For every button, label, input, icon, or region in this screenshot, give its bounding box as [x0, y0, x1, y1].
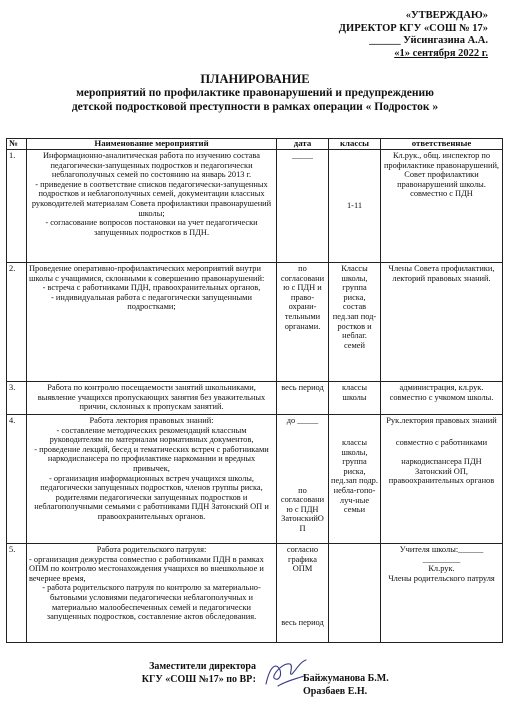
approval-block [278, 10, 488, 60]
responsible-cell [381, 415, 503, 544]
row-number: 3. [7, 382, 27, 415]
event-text: - согласование вопросов постановки на учет педагогически запущенных подростков в ПДН. [45, 218, 258, 237]
classes-cell [329, 415, 381, 544]
event-text: - организация информационных встреч учащихся школы, педагогически запущенных подростков, членов группы риска, родителями педагогически запущенных подростков и неблагополучными семьями с работниками ПДН Затонский ОП и правоохранительных органов. [34, 473, 269, 521]
event-text: Проведение оперативно-профилактических мероприятий внутри школы с учащимися, склонными к совершению правонарушений: [29, 264, 265, 283]
event-text: - организация дежурства совместно с работниками ПДН в рамках ОПМ по контролю местонахождения учащихся во внешкольное и вечернее время, [29, 554, 264, 583]
table-row [7, 415, 503, 544]
row-number: 1. [7, 150, 27, 263]
date-deadline: до _____ [286, 416, 319, 425]
plan-table [6, 138, 503, 643]
classes-text: 1-11 [346, 201, 363, 211]
classes-cell: классы школы [329, 382, 381, 415]
date-cell: по согласовани ю с ПДН и право-охрани-тельными органами. [277, 263, 329, 382]
responsible-text: Учителя школы:______ [399, 545, 484, 554]
event-text: Работа родительского патруля: [96, 545, 207, 554]
date-text: по согласовани ю с ПДН ЗатонскийО П [280, 485, 325, 533]
row-number: 2. [7, 263, 27, 382]
title-main: ПЛАНИРОВАНИЕ [200, 72, 310, 86]
signatory-role-2: КГУ «СОШ №17» по ВР: [141, 673, 256, 685]
table-row [7, 382, 503, 415]
approval-director: ДИРЕКТОР КГУ «СОШ № 17» [338, 22, 488, 34]
responsible-text: наркодиспансера ПДН Затонский ОП, правоохранительных органов [388, 457, 495, 486]
table-row [7, 150, 503, 263]
cell-spacer [383, 447, 500, 457]
responsible-text: Кл.рук. [428, 564, 455, 574]
responsible-text: Члены родительского патруля [388, 573, 495, 583]
table-header-row [7, 139, 503, 150]
header-event: Наименование мероприятий [27, 139, 277, 150]
event-cell [27, 263, 277, 382]
date-period: весь период [281, 617, 324, 627]
signatory-name-1: Байжуманова Б.М. [303, 673, 389, 684]
table-row [7, 263, 503, 382]
responsible-text: совместно с работниками [395, 437, 488, 447]
header-number: № [7, 139, 27, 150]
cell-spacer [279, 574, 326, 618]
event-text: - приведение в соответствие списков педагогически-запущенных подростков и неблагополучных семей, документации классных руководителей материалам Совета профилактики правонарушений школы; [31, 179, 272, 218]
date-cell [277, 415, 329, 544]
header-date: дата [277, 139, 329, 150]
event-text: - проведение лекций, бесед и тематических встреч с работниками наркодиспансера по профилактике наркомании и вредных привычек, [34, 444, 269, 473]
cell-spacer [383, 426, 500, 438]
classes-cell [329, 544, 381, 643]
title-sub-2: детской подростковой преступности в рамках операции « Подросток » [71, 101, 439, 113]
date-cell: _____ [277, 150, 329, 263]
signatory-role-1: Заместители директора [149, 661, 256, 672]
event-cell [27, 382, 277, 415]
header-classes: классы [329, 139, 381, 150]
event-cell [27, 150, 277, 263]
responsible-text: Рук.лектория правовых знаний [386, 416, 497, 425]
cell-spacer [279, 426, 326, 486]
event-text: - составление методических рекомендаций классным руководителям по материалам нормативных документов, [49, 425, 254, 445]
classes-text: классы школы, группа риска, пед.зап подр. небла-гопо-луч-ные семьи [331, 438, 378, 515]
event-text: Работа по контролю посещаемости занятий школьниками, выявление учащихся пропускающих занятия без уважительных причин, склонных к пропускам занятий. [37, 383, 266, 412]
row-number: 5. [7, 544, 27, 643]
date-cell: весь период [277, 382, 329, 415]
document-title [0, 72, 510, 114]
row-number: 4. [7, 415, 27, 544]
date-text: согласно графика ОПМ [286, 545, 319, 574]
event-text: - индивидуальная работа с педагогически запущенными подростками; [51, 292, 252, 312]
table-row [7, 544, 503, 643]
event-cell [27, 415, 277, 544]
event-text: Информационно-аналитическая работа по изучению состава педагогически-запущенных подростков и педагогически неблагополучных семей по состоянию на январь 2013 г. [42, 151, 260, 180]
event-cell [27, 544, 277, 643]
classes-cell: Классы школы, группа риска, состав пед.зап под-ростков и неблаг. семей [329, 263, 381, 382]
responsible-cell: Члены Совета профилактики, лекторий правовых знаний. [381, 263, 503, 382]
signatory-name-2: Оразбаев Е.Н. [303, 685, 368, 697]
cell-spacer [331, 416, 378, 438]
responsible-cell: администрация, кл.рук. совместно с учкомом школы. [381, 382, 503, 415]
approval-date: «1» сентября 2022 г. [394, 47, 488, 59]
date-cell [277, 544, 329, 643]
event-text: - встреча с работниками ПДН, правоохранительных органов, [42, 283, 261, 293]
header-responsible: ответственные [381, 139, 503, 150]
responsible-text: _________ [422, 554, 461, 564]
signatory-roles [116, 661, 256, 686]
responsible-cell: Кл.рук., общ. инспектор по профилактике правонарушений, Совет профилактики правонарушений школы. совместно с ПДН [381, 150, 503, 263]
event-text: Работа лектория правовых знаний: [89, 416, 214, 425]
signatory-names [303, 673, 389, 698]
approval-signature-line: ______ Уйсингазина А.А. [369, 35, 488, 46]
classes-cell [329, 150, 381, 263]
approval-title: «УТВЕРЖДАЮ» [405, 10, 488, 21]
responsible-cell [381, 544, 503, 643]
event-text: - работа родительского патруля по контролю за материально-бытовыми условиями педагогически неблагополучных и материально малообеспеченных семей и педагогически запущенных подростков, составление актов обследования. [42, 583, 261, 622]
title-sub-1: мероприятий по профилактике правонарушений и предупреждению [76, 87, 434, 99]
